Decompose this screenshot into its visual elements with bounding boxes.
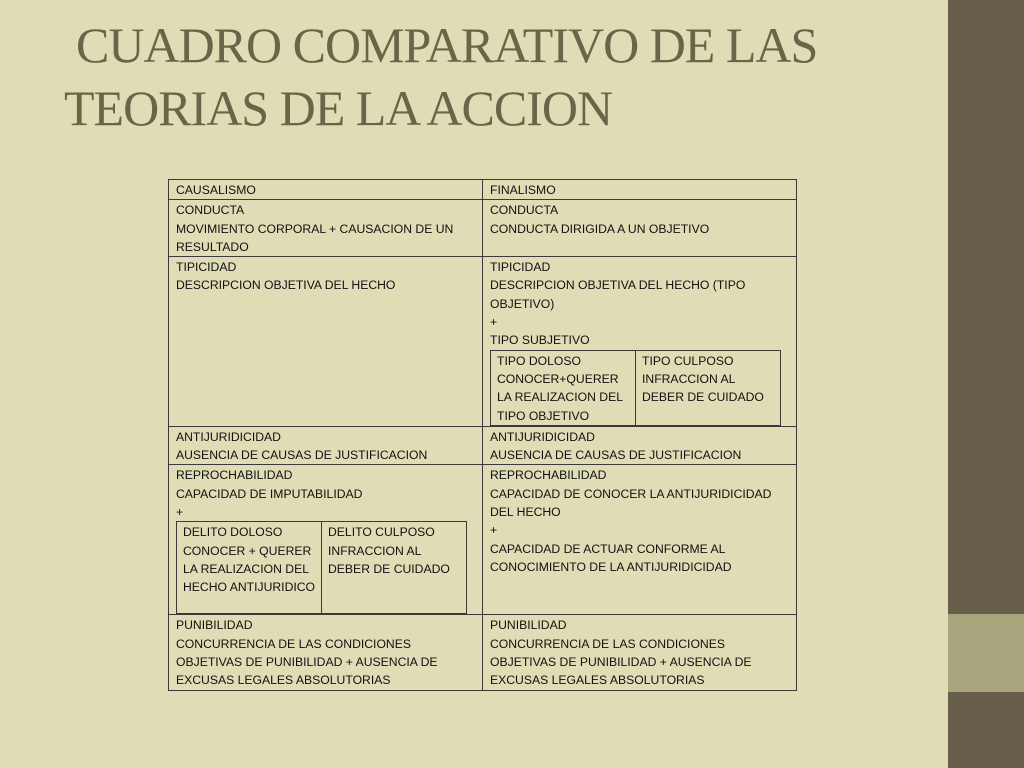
cell-delito-doloso: DELITO DOLOSO CONOCER + QUERER LA REALIZACION DEL HECHO ANTIJURIDICO: [177, 522, 322, 614]
table-header-row: [169, 180, 797, 200]
side-bar-accent: [948, 614, 1024, 692]
title-line-2: TEORIAS DE LA ACCION: [64, 80, 613, 136]
cell-tipicidad-finalismo: TIPICIDAD DESCRIPCION OBJETIVA DEL HECHO (TIPO OBJETIVO) + TIPO SUBJETIVO TIPO DOLOSO CONOCER+QUERER LA REALIZACION DEL TIPO OBJETIVO TIPO CULPOSO INFRACCION AL DEBER DE CUIDADO: [483, 257, 797, 427]
cell-punibilidad-finalismo: PUNIBILIDAD CONCURRENCIA DE LAS CONDICIONES OBJETIVAS DE PUNIBILIDAD + AUSENCIA DE EXCUSAS LEGALES ABSOLUTORIAS: [483, 615, 797, 690]
cell-reprochabilidad-causalismo: REPROCHABILIDAD CAPACIDAD DE IMPUTABILIDAD + DELITO DOLOSO CONOCER + QUERER LA REALIZACION DEL HECHO ANTIJURIDICO DELITO CULPOSO INFRACCION AL DEBER DE CUIDADO: [169, 465, 483, 615]
row-conducta: [169, 200, 797, 257]
row-antijuridicidad: [169, 426, 797, 465]
slide-title: [64, 14, 944, 140]
row-tipicidad: [169, 257, 797, 427]
tipo-subjetivo-subtable: [490, 350, 781, 426]
cell-antijuridicidad-finalismo: ANTIJURIDICIDAD AUSENCIA DE CAUSAS DE JUSTIFICACION: [483, 426, 797, 465]
cell-punibilidad-causalismo: PUNIBILIDAD CONCURRENCIA DE LAS CONDICIONES OBJETIVAS DE PUNIBILIDAD + AUSENCIA DE EXCUSAS LEGALES ABSOLUTORIAS: [169, 615, 483, 690]
cell-delito-culposo: DELITO CULPOSO INFRACCION AL DEBER DE CUIDADO: [322, 522, 467, 614]
cell-conducta-causalismo: CONDUCTA MOVIMIENTO CORPORAL + CAUSACION DE UN RESULTADO: [169, 200, 483, 257]
cell-tipo-doloso: TIPO DOLOSO CONOCER+QUERER LA REALIZACION DEL TIPO OBJETIVO: [491, 350, 636, 425]
cell-reprochabilidad-finalismo: REPROCHABILIDAD CAPACIDAD DE CONOCER LA ANTIJURIDICIDAD DEL HECHO + CAPACIDAD DE ACTUAR CONFORME AL CONOCIMIENTO DE LA ANTIJURIDICIDAD: [483, 465, 797, 615]
cell-antijuridicidad-causalismo: ANTIJURIDICIDAD AUSENCIA DE CAUSAS DE JUSTIFICACION: [169, 426, 483, 465]
header-causalismo: CAUSALISMO: [169, 180, 483, 200]
culpabilidad-subtable: [176, 521, 467, 614]
header-finalismo: FINALISMO: [483, 180, 797, 200]
row-punibilidad: [169, 615, 797, 690]
row-reprochabilidad: [169, 465, 797, 615]
cell-tipicidad-causalismo: TIPICIDAD DESCRIPCION OBJETIVA DEL HECHO: [169, 257, 483, 427]
title-line-1: CUADRO COMPARATIVO DE LAS: [76, 17, 818, 73]
cell-tipo-culposo: TIPO CULPOSO INFRACCION AL DEBER DE CUIDADO: [636, 350, 781, 425]
cell-conducta-finalismo: CONDUCTA CONDUCTA DIRIGIDA A UN OBJETIVO: [483, 200, 797, 257]
comparison-table: [168, 179, 797, 691]
